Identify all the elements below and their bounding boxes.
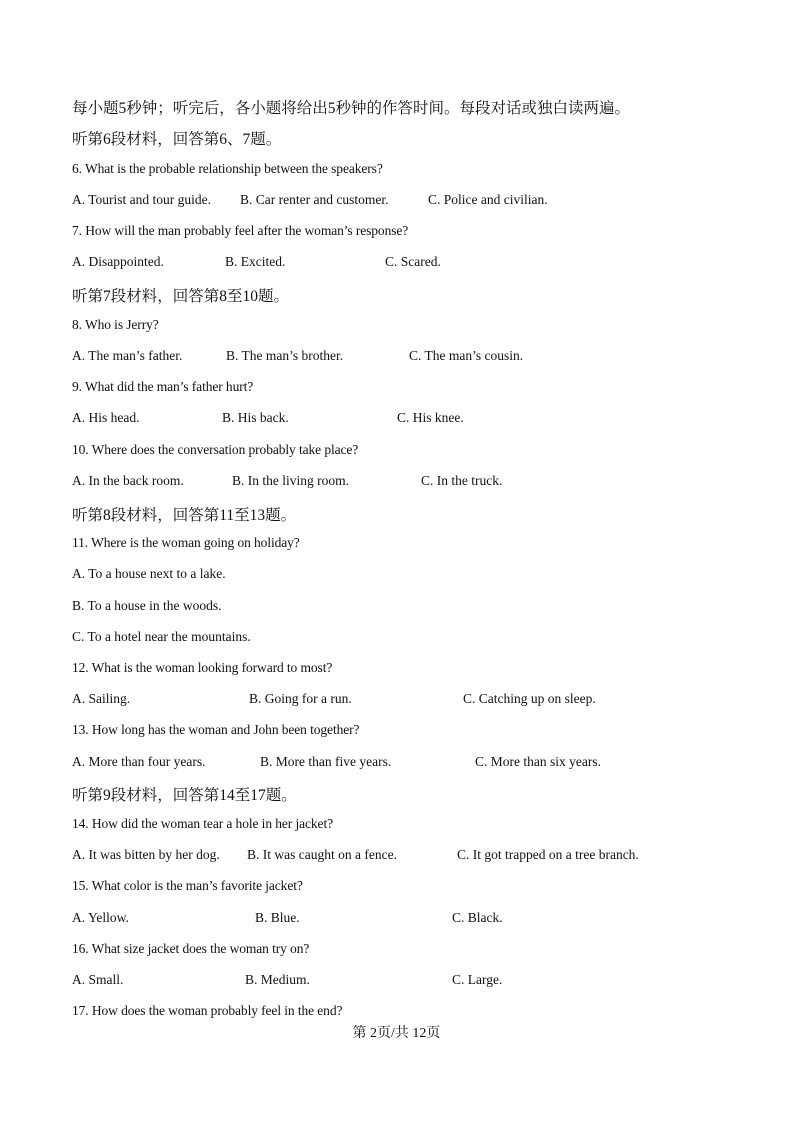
question-stem: 10. Where does the conversation probably take place?	[72, 442, 359, 457]
question-stem: 13. How long has the woman and John been together?	[72, 722, 360, 737]
option-b: B. His back.	[222, 410, 289, 425]
option-a: A. Yellow.	[72, 910, 129, 925]
question-stem: 14. How did the woman tear a hole in her jacket?	[72, 816, 333, 831]
section-header: 听第8段材料，回答第11至13题。	[72, 507, 297, 524]
option-c: C. The man’s cousin.	[409, 348, 524, 363]
option-a: A. His head.	[72, 410, 140, 425]
question-stem: 15. What color is the man’s favorite jacket?	[72, 878, 303, 893]
option-a: A. More than four years.	[72, 754, 206, 769]
page-footer: 第 2页/共 12页	[352, 1026, 441, 1041]
question-stem: 11. Where is the woman going on holiday?	[72, 535, 300, 550]
option-a: A. In the back room.	[72, 473, 184, 488]
option-c: C. Large.	[452, 972, 503, 987]
option-a: A. It was bitten by her dog.	[72, 847, 220, 862]
option-c: C. To a hotel near the mountains.	[72, 629, 251, 644]
option-b: B. Medium.	[245, 972, 310, 987]
section-header: 听第6段材料，回答第6、7题。	[72, 131, 282, 148]
option-c: C. More than six years.	[475, 754, 601, 769]
option-b: B. The man’s brother.	[226, 348, 344, 363]
option-a: A. Sailing.	[72, 691, 131, 706]
option-b: B. More than five years.	[260, 754, 392, 769]
option-b: B. Going for a run.	[249, 691, 352, 706]
question-stem: 6. What is the probable relationship between the speakers?	[72, 161, 383, 176]
option-a: A. Small.	[72, 972, 124, 987]
option-a: A. The man’s father.	[72, 348, 183, 363]
question-stem: 16. What size jacket does the woman try on?	[72, 941, 310, 956]
option-b: B. It was caught on a fence.	[247, 847, 397, 862]
question-stem: 9. What did the man’s father hurt?	[72, 379, 254, 394]
question-stem: 7. How will the man probably feel after the woman’s response?	[72, 223, 409, 238]
option-c: C. Police and civilian.	[428, 192, 548, 207]
instructions: 每小题5秒钟；听完后，各小题将给出5秒钟的作答时间。每段对话或独白读两遍。	[72, 100, 631, 117]
option-b: B. In the living room.	[232, 473, 349, 488]
question-stem: 8. Who is Jerry?	[72, 317, 159, 332]
option-a: A. Tourist and tour guide.	[72, 192, 212, 207]
option-c: C. It got trapped on a tree branch.	[457, 847, 639, 862]
option-b: B. Blue.	[255, 910, 300, 925]
option-a: A. To a house next to a lake.	[72, 566, 226, 581]
option-c: C. In the truck.	[421, 473, 503, 488]
option-b: B. Car renter and customer.	[240, 192, 389, 207]
option-b: B. To a house in the woods.	[72, 598, 222, 613]
option-c: C. Catching up on sleep.	[463, 691, 596, 706]
section-header: 听第9段材料，回答第14至17题。	[72, 787, 297, 804]
section-header: 听第7段材料，回答第8至10题。	[72, 288, 290, 305]
question-stem: 17. How does the woman probably feel in the end?	[72, 1003, 343, 1018]
option-c: C. Black.	[452, 910, 503, 925]
option-b: B. Excited.	[225, 254, 286, 269]
option-c: C. His knee.	[397, 410, 464, 425]
option-a: A. Disappointed.	[72, 254, 164, 269]
option-c: C. Scared.	[385, 254, 441, 269]
question-stem: 12. What is the woman looking forward to most?	[72, 660, 333, 675]
